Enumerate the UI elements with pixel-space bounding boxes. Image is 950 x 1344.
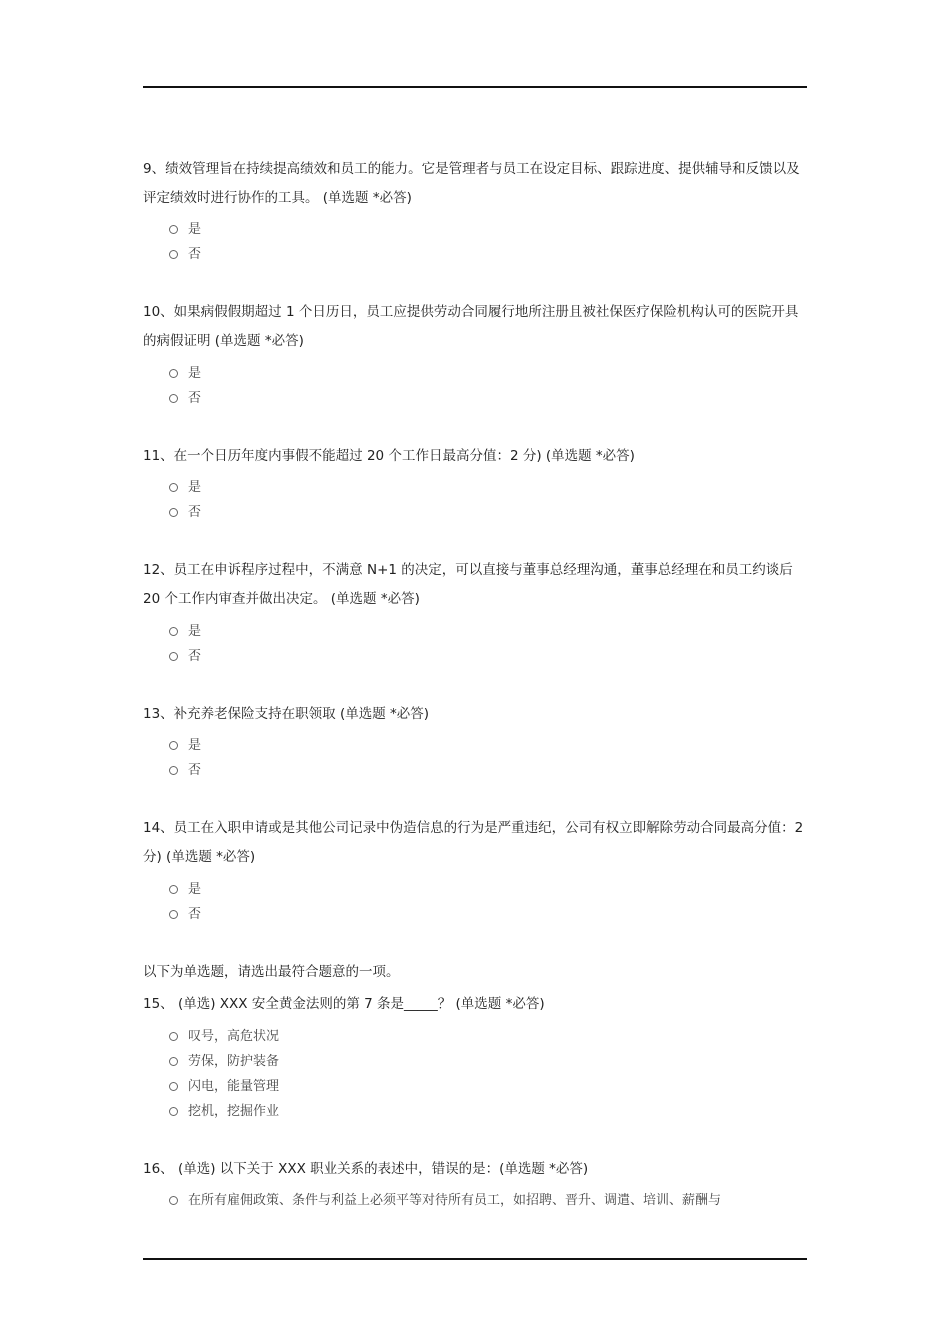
radio-icon[interactable] (169, 1082, 178, 1091)
footer-rule (143, 1258, 807, 1260)
option-q14-no[interactable]: 否 (169, 905, 201, 925)
option-q9-no[interactable]: 否 (169, 245, 201, 265)
radio-icon[interactable] (169, 1057, 178, 1066)
option-q13-no[interactable]: 否 (169, 761, 201, 781)
radio-icon[interactable] (169, 1107, 178, 1116)
radio-icon[interactable] (169, 1032, 178, 1041)
radio-icon[interactable] (169, 652, 178, 661)
question-11: 11、在一个日历年度内事假不能超过 20 个工作日最高分值：2 分) (单选题 *必答) (143, 448, 635, 464)
option-q15-a[interactable]: 叹号，高危状况 (169, 1027, 279, 1047)
option-q14-yes[interactable]: 是 (169, 880, 201, 900)
option-q11-no[interactable]: 否 (169, 503, 201, 523)
section-note: 以下为单选题，请选出最符合题意的一项。 (143, 964, 400, 980)
option-q12-no[interactable]: 否 (169, 647, 201, 667)
option-q10-no[interactable]: 否 (169, 389, 201, 409)
question-13: 13、补充养老保险支持在职领取 (单选题 *必答) (143, 706, 430, 722)
radio-icon[interactable] (169, 627, 178, 636)
radio-icon[interactable] (169, 910, 178, 919)
radio-icon[interactable] (169, 250, 178, 259)
question-9: 9、绩效管理旨在持续提高绩效和员工的能力。它是管理者与员工在设定目标、跟踪进度、提供辅导和反馈以及评定绩效时进行协作的工具。 (单选题 *必答) (143, 161, 800, 206)
radio-icon[interactable] (169, 508, 178, 517)
question-14: 14、员工在入职申请或是其他公司记录中伪造信息的行为是严重违纪，公司有权立即解除劳动合同最高分值：2 分) (单选题 *必答) (143, 820, 804, 865)
radio-icon[interactable] (169, 885, 178, 894)
option-q15-d[interactable]: 挖机，挖掘作业 (169, 1102, 279, 1122)
radio-icon[interactable] (169, 225, 178, 234)
header-rule (143, 86, 807, 88)
radio-icon[interactable] (169, 1196, 178, 1205)
option-q15-b[interactable]: 劳保，防护装备 (169, 1052, 279, 1072)
radio-icon[interactable] (169, 766, 178, 775)
option-q13-yes[interactable]: 是 (169, 736, 201, 756)
radio-icon[interactable] (169, 483, 178, 492)
option-q11-yes[interactable]: 是 (169, 478, 201, 498)
radio-icon[interactable] (169, 394, 178, 403)
radio-icon[interactable] (169, 369, 178, 378)
question-15: 15、 (单选) XXX 安全黄金法则的第 7 条是_____？ (单选题 *必答) (143, 996, 545, 1012)
option-q15-c[interactable]: 闪电，能量管理 (169, 1077, 279, 1097)
option-q16-a[interactable]: 在所有雇佣政策、条件与利益上必须平等对待所有员工，如招聘、晋升、调遣、培训、薪酬与 (169, 1191, 721, 1211)
question-16: 16、 (单选) 以下关于 XXX 职业关系的表述中，错误的是：(单选题 *必答) (143, 1161, 589, 1177)
option-q10-yes[interactable]: 是 (169, 364, 201, 384)
option-q12-yes[interactable]: 是 (169, 622, 201, 642)
radio-icon[interactable] (169, 741, 178, 750)
question-10: 10、如果病假假期超过 1 个日历日，员工应提供劳动合同履行地所注册且被社保医疗保险机构认可的医院开具的病假证明 (单选题 *必答) (143, 304, 799, 349)
question-12: 12、员工在申诉程序过程中，不满意 N+1 的决定，可以直接与董事总经理沟通，董事总经理在和员工约谈后 20 个工作内审查并做出决定。 (单选题 *必答) (143, 562, 793, 607)
option-q9-yes[interactable]: 是 (169, 220, 201, 240)
